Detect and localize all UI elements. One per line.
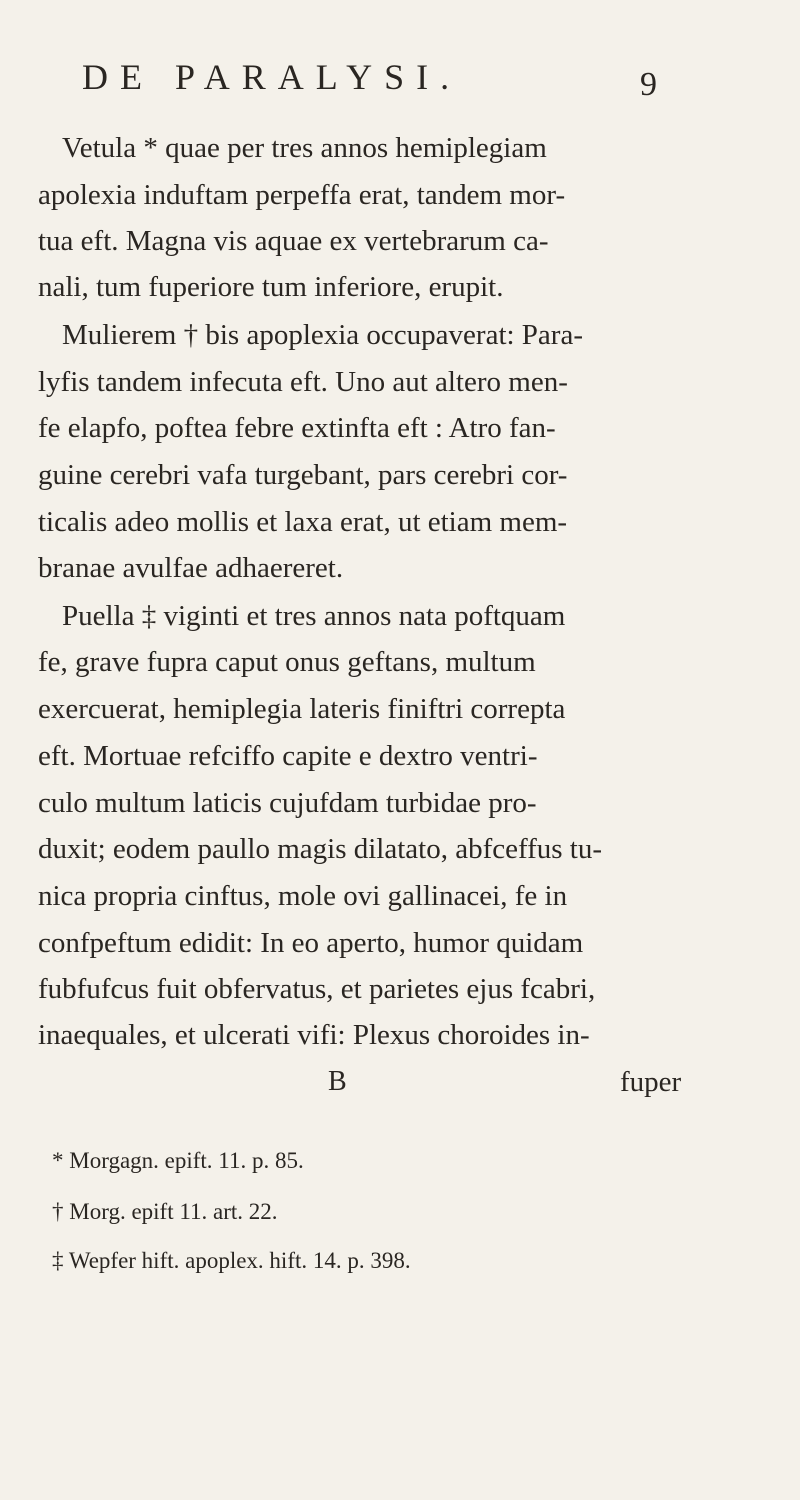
- footnote: † Morg. epift 11. art. 22.: [52, 1199, 278, 1224]
- body-line: nali, tum fuperiore tum inferiore, erupit.: [38, 271, 504, 303]
- body-line: ticalis adeo mollis et laxa erat, ut etiam mem-: [38, 506, 568, 538]
- body-line: culo multum laticis cujufdam turbidae pro-: [38, 787, 537, 819]
- body-line: duxit; eodem paullo magis dilatato, abfceffus tu-: [38, 833, 603, 865]
- signature-mark: B: [328, 1066, 347, 1097]
- body-line: fe elapfo, poftea febre extinfta eft : Atro fan-: [38, 412, 556, 444]
- body-line: tua eft. Magna vis aquae ex vertebrarum ca-: [38, 225, 549, 257]
- body-line: apolexia induftam perpeffa erat, tandem mor-: [38, 179, 566, 211]
- body-line: branae avulfae adhaereret.: [38, 552, 344, 584]
- body-line: nica propria cinftus, mole ovi gallinacei, fe in: [38, 880, 568, 912]
- body-line: lyfis tandem infecuta eft. Uno aut altero men-: [38, 366, 568, 398]
- body-line: Puella ‡ viginti et tres annos nata poftquam: [62, 600, 566, 632]
- running-title: DE PARALYSI.: [82, 57, 462, 97]
- body-line: eft. Mortuae refciffo capite e dextro ventri-: [38, 740, 538, 772]
- catchword: fuper: [620, 1066, 682, 1098]
- body-line: Vetula * quae per tres annos hemiplegiam: [62, 132, 547, 164]
- body-line: fubfufcus fuit obfervatus, et parietes ejus fcabri,: [38, 973, 596, 1005]
- body-line: inaequales, et ulcerati vifi: Plexus choroides in-: [38, 1019, 590, 1051]
- body-line: guine cerebri vafa turgebant, pars cerebri cor-: [38, 459, 568, 491]
- body-line: exercuerat, hemiplegia lateris finiftri correpta: [38, 693, 566, 725]
- body-line: confpeftum edidit: In eo aperto, humor quidam: [38, 927, 584, 959]
- footnote: ‡ Wepfer hift. apoplex. hift. 14. p. 398.: [52, 1248, 411, 1273]
- body-line: Mulierem † bis apoplexia occupaverat: Para-: [62, 319, 583, 351]
- footnote: * Morgagn. epift. 11. p. 85.: [52, 1148, 304, 1173]
- body-line: fe, grave fupra caput onus geftans, multum: [38, 646, 536, 678]
- page-number: 9: [640, 66, 657, 103]
